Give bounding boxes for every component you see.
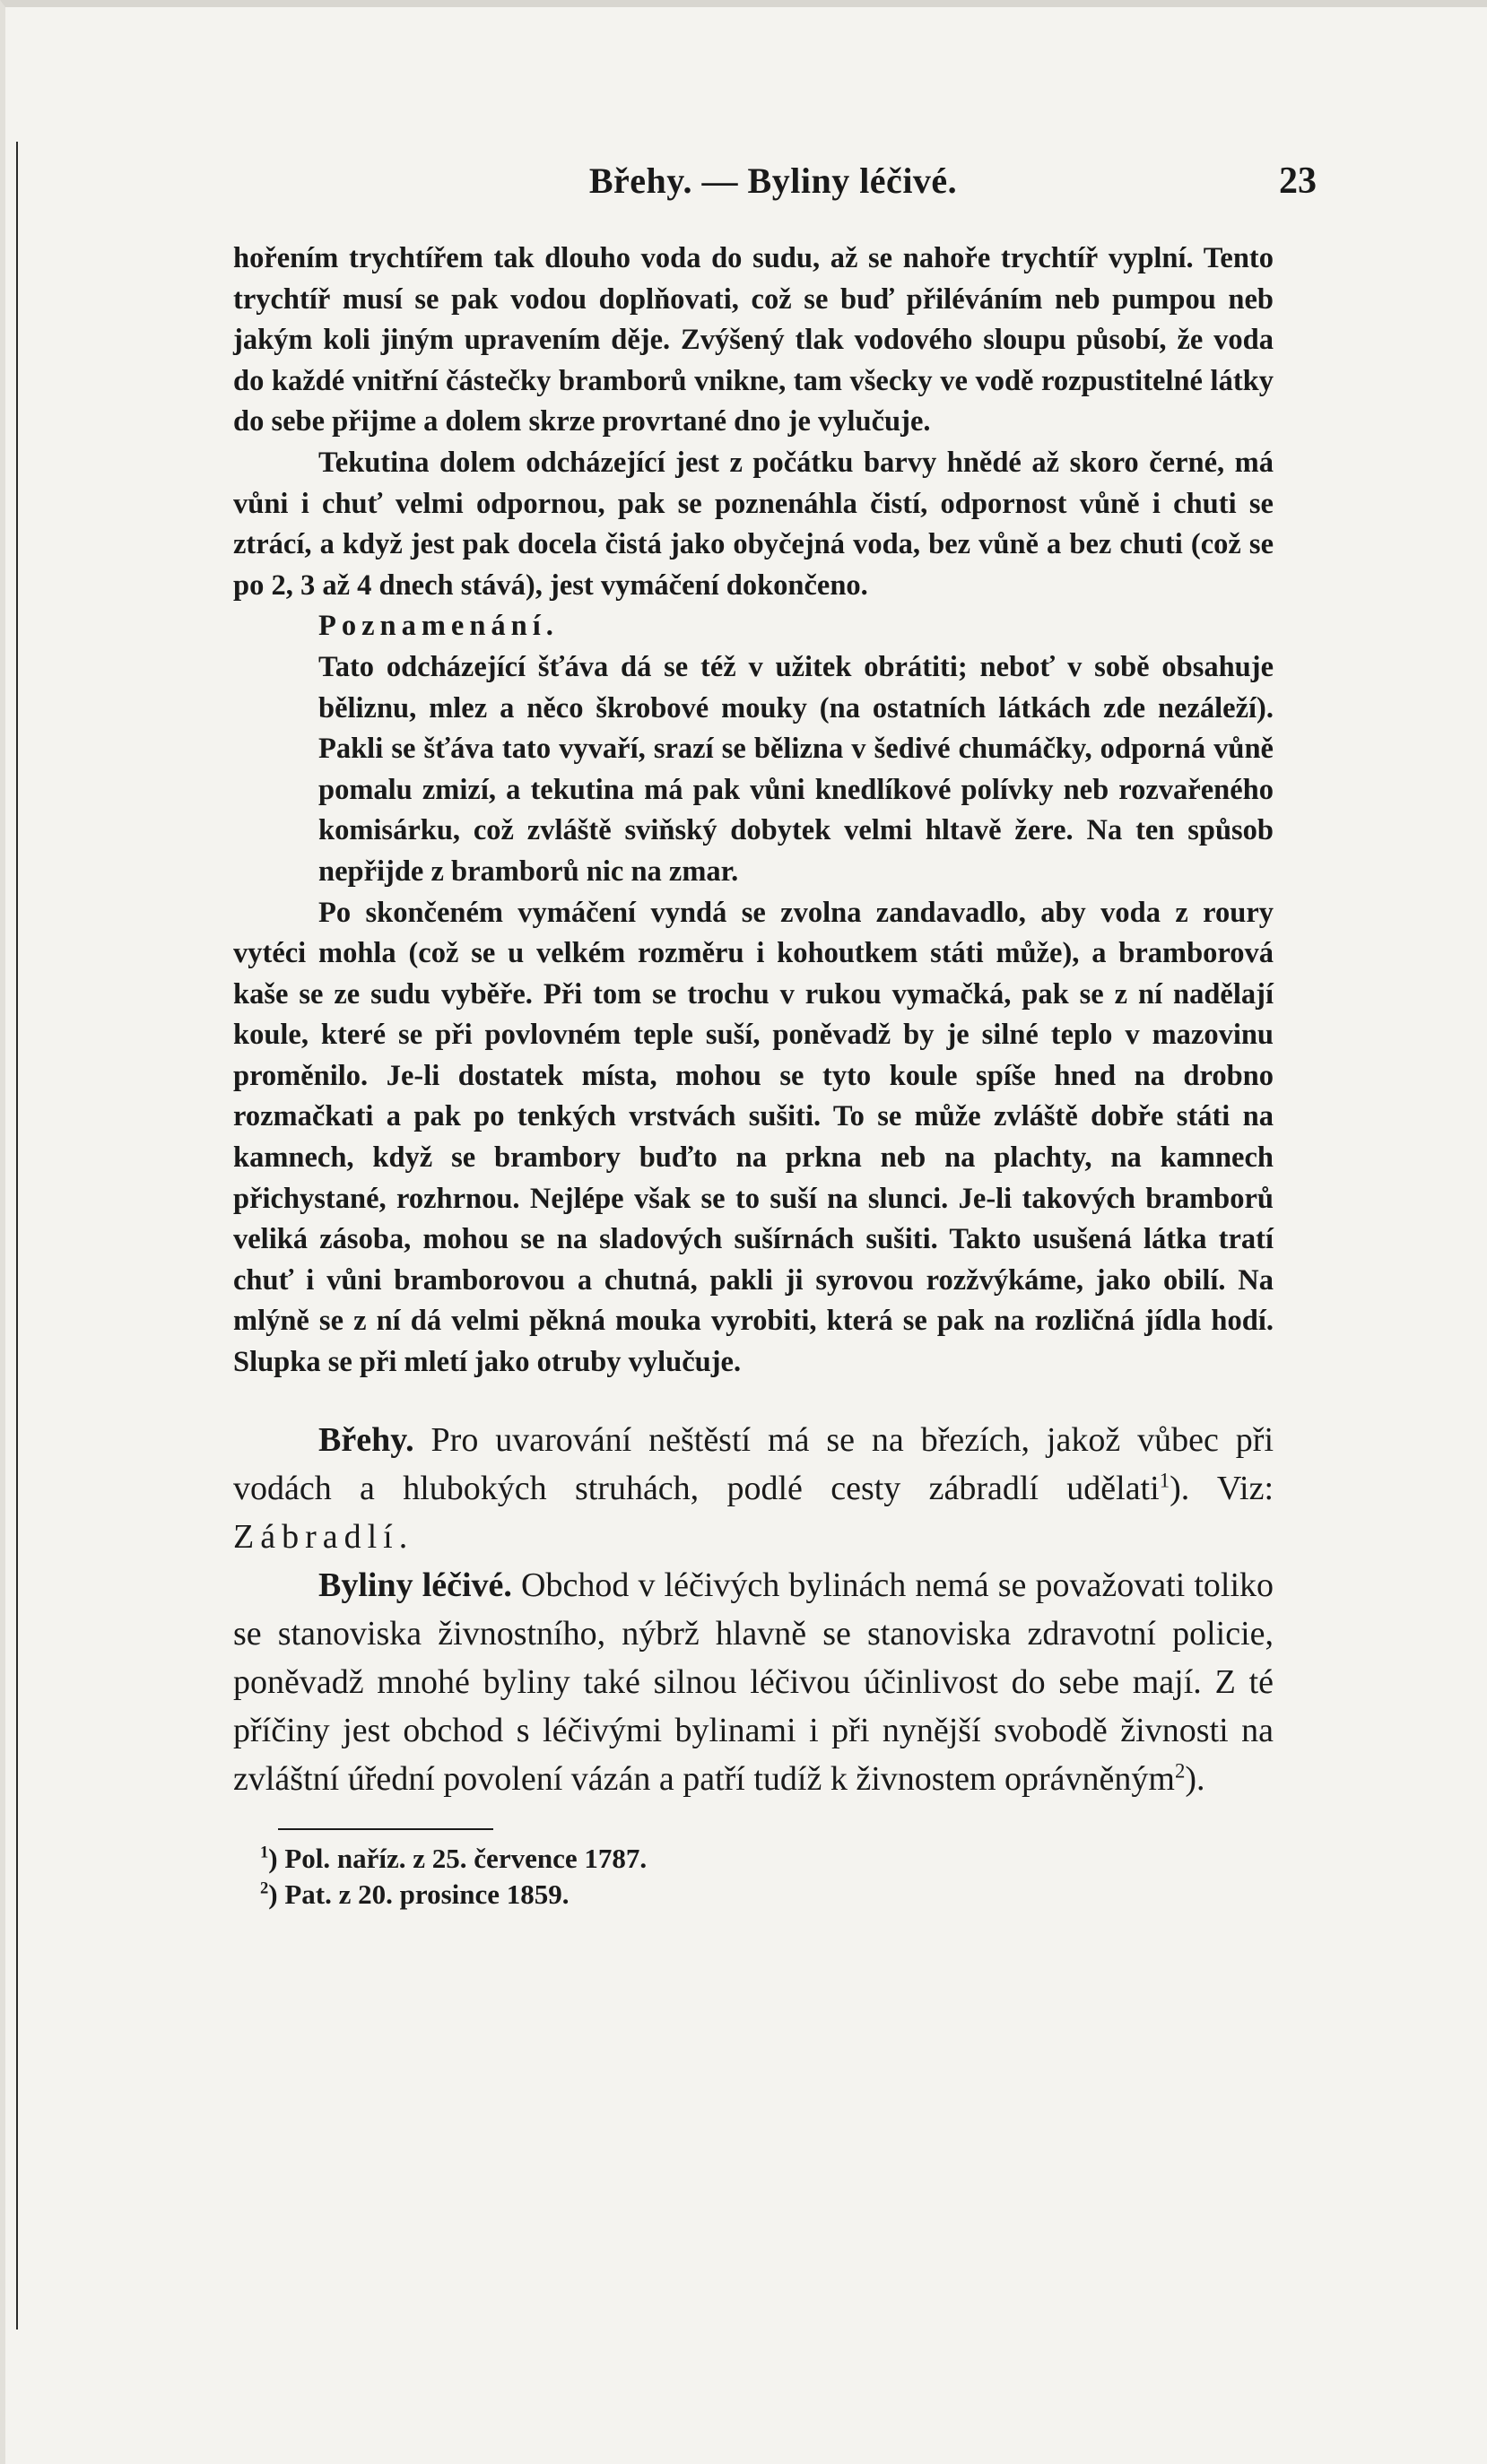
footnote-1-text: ) Pol. naříz. z 25. července 1787. xyxy=(268,1842,648,1874)
entry-byliny-end: ). xyxy=(1185,1759,1205,1798)
entry-brehy-text: Pro uvarování neštěstí má se na březích, jakož vůbec při vodách a hlubokých struhách, podlé cesty zábradlí udělati xyxy=(233,1420,1274,1507)
binding-edge-line xyxy=(16,142,18,2330)
footnote-2-text: ) Pat. z 20. prosince 1859. xyxy=(268,1878,570,1910)
entry-brehy xyxy=(233,1416,1274,1561)
entry-byliny-text: Obchod v léčivých bylinách nemá se považovati toliko se stanoviska živnostního, nýbrž hlavně se stanoviska zdravotní policie, poněvadž mnohé byliny také silnou léčivou účinlivost do sebe mají. Z té příčiny jest obchod s léčivými bylinami i při nynější svobodě živnosti na zvláštní úřední povolení vázán a patří tudíž k živnostem oprávněným xyxy=(233,1566,1274,1798)
large-print-section xyxy=(233,1416,1274,1803)
paragraph-tekutina: Tekutina dolem odcházející jest z počátku barvy hnědé až skoro černé, má vůni i chuť velmi odpornou, pak se poznenáhla čistí, odpornost vůně i chuti se ztrácí, a když jest pak docela čistá jako obyčejná voda, bez vůně a bez chuti (což se po 2, 3 až 4 dnech stává), jest vymáčení dokončeno. xyxy=(233,446,1274,602)
small-print-section xyxy=(233,239,1274,1384)
entry-brehy-headword: Břehy. xyxy=(318,1420,414,1459)
entry-byliny xyxy=(233,1561,1274,1803)
entry-byliny-headword: Byliny léčivé. xyxy=(318,1566,512,1604)
footnote-1 xyxy=(260,1841,1274,1877)
note-text: Tato odcházející šťáva dá se též v užitek obrátiti; neboť v sobě obsahuje běliznu, mlez a něco škrobové mouky (na ostatních látkách zde nezáleží). Pakli se šťáva tato vyvaří, srazí se bělizna v šedivé chumáčky, odporná vůně pomalu zmizí, a tekutina má pak vůni knedlíkové polívky neb rozvařeného komisárku, což zvláště sviňský dobytek velmi hltavě žere. Na ten spůsob nepřijde z bramborů nic na zmar. xyxy=(318,650,1274,888)
note-body xyxy=(233,647,1274,893)
footnotes xyxy=(233,1841,1274,1913)
paragraph-continuation: hořením trychtířem tak dlouho voda do sudu, až se nahoře trychtíř vyplní. Tento trychtíř musí se pak vodou doplňovati, což se buď přiléváním neb pumpou neb jakým koli jiným upravením děje. Zvýšený tlak vodového sloupu působí, že voda do každé vnitřní částečky bramborů vnikne, tam všecky ve vodě rozpustitelné látky do sebe přijme a dolem skrze provrtané dno je vylučuje. xyxy=(233,242,1274,438)
body-text xyxy=(233,239,1274,1913)
page-number: 23 xyxy=(1279,161,1317,202)
cross-reference-zabradli[interactable]: Zábradlí xyxy=(233,1517,399,1556)
footnote-divider xyxy=(278,1828,493,1830)
note-heading-line xyxy=(233,606,1274,647)
footnote-2 xyxy=(260,1877,1274,1913)
running-title: Břehy. — Byliny léčivé. xyxy=(588,161,958,201)
entry-brehy-see: ). Viz: xyxy=(1170,1469,1274,1507)
page-header xyxy=(230,160,1317,213)
footnote-ref-1[interactable]: 1 xyxy=(1159,1468,1170,1491)
footnote-1-mark: 1 xyxy=(260,1843,269,1862)
entry-brehy-end: . xyxy=(398,1517,408,1556)
footnote-2-mark: 2 xyxy=(260,1878,269,1898)
footnote-ref-2[interactable]: 2 xyxy=(1174,1758,1186,1782)
paragraph-vymaceni: Po skončeném vymáčení vyndá se zvolna zandavadlo, aby voda z roury vytéci mohla (což se u velkém rozměru i kohoutkem státi může), a bramborová kaše se ze sudu vyběře. Při tom se trochu v rukou vymačká, pak se z ní nadělají koule, které se při povlovném teple suší, poněvadž by je silné teplo v mazovinu proměnilo. Je-li dostatek místa, mohou se tyto koule spíše hned na drobno rozmačkati a pak po tenkých vrstvách sušiti. To se může zvláště dobře státi na kamnech, když se brambory buďto na prkna neb na plachty, na kamnech přichystané, rozhrnou. Nejlépe však se to suší na slunci. Je-li takových bramborů veliká zásoba, mohou se na sladových sušírnách sušiti. Takto usušená látka tratí chuť i vůni bramborovou a chutná, pakli ji syrovou rozžvýkáme, jako obilí. Na mlýně se z ní dá velmi pěkná mouka vyrobiti, která se pak na rozličná jídla hodí. Slupka se při mletí jako otruby vylučuje. xyxy=(233,896,1274,1379)
note-label: Poznamenání. xyxy=(318,610,559,643)
